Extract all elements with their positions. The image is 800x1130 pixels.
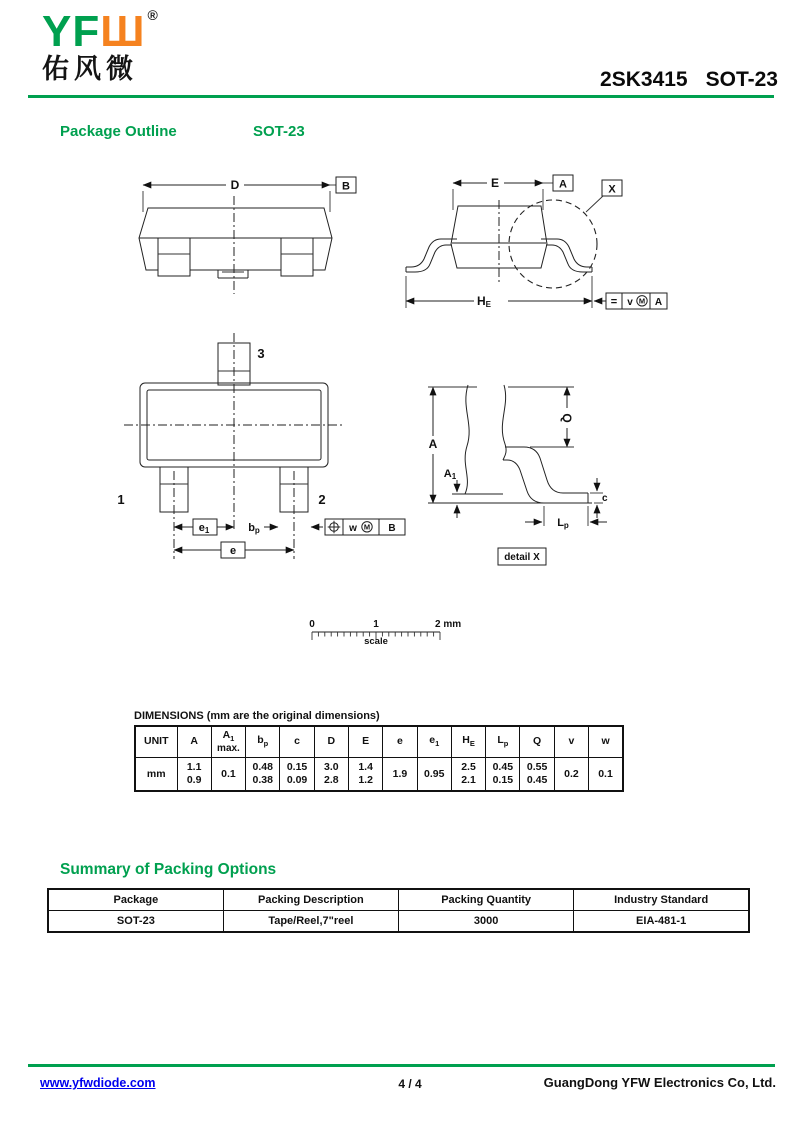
symmetry-symbol-icon: =: [610, 296, 618, 308]
detail-x-circle: [509, 200, 597, 288]
end-view: [406, 175, 667, 309]
package-outline-drawing: [0, 160, 800, 690]
svg-text:B: B: [388, 523, 396, 534]
scale-tick-1: 1: [373, 619, 379, 630]
logo-chinese-name: 佑风微: [42, 54, 138, 84]
svg-text:e1: e1: [198, 522, 210, 535]
packing-col-header: Industry Standard: [574, 889, 749, 911]
section-package-label: SOT-23: [253, 123, 305, 140]
packing-header-row: [48, 889, 749, 911]
pin-1-label: 1: [117, 492, 125, 507]
pin-3-label: 3: [257, 346, 265, 361]
dim-label-d: D: [230, 178, 240, 192]
dim-value-cell: 0.1: [589, 758, 623, 792]
dimensions-value-row: [135, 758, 623, 792]
svg-text:w: w: [349, 523, 357, 534]
svg-text:A: A: [654, 297, 663, 308]
packing-cell: SOT-23: [48, 911, 223, 933]
dim-label-lp: L: [557, 517, 564, 529]
dim-col-header: Q: [520, 726, 554, 758]
dim-value-cell: 0.15 0.09: [280, 758, 314, 792]
dim-col-header: A: [177, 726, 211, 758]
dim-label-a: A: [428, 437, 438, 451]
pin-2-label: 2: [318, 492, 326, 507]
scale-tick-2: 2 mm: [435, 619, 462, 630]
scale-bar: [309, 619, 461, 647]
detail-x-ref-label: X: [608, 183, 616, 196]
document-title: [600, 68, 778, 92]
dim-label-c: c: [602, 493, 608, 504]
packing-cell: EIA-481-1: [574, 911, 749, 933]
dim-value-cell: 1.9: [383, 758, 417, 792]
dim-value-cell: 1.1 0.9: [177, 758, 211, 792]
dim-col-header: $b_p$: [246, 726, 280, 758]
front-view: [139, 177, 356, 294]
part-number: 2SK3415: [600, 68, 688, 91]
dim-col-header: $H_E$: [451, 726, 485, 758]
dim-value-cell: 3.0 2.8: [314, 758, 348, 792]
svg-text:Lp: Lp: [557, 517, 569, 530]
packing-heading: Summary of Packing Options: [60, 861, 277, 878]
svg-text:M: M: [363, 522, 371, 532]
dim-label-a1: A: [443, 468, 452, 480]
dim-col-header: $e_1$: [417, 726, 451, 758]
top-view: [117, 333, 405, 559]
packing-col-header: Package: [48, 889, 223, 911]
tolerance-frame-he: [606, 293, 667, 309]
dim-label-e1: e: [198, 522, 205, 534]
dim-value-cell: 0.55 0.45: [520, 758, 554, 792]
svg-text:A1: A1: [443, 468, 457, 481]
packing-col-header: Packing Quantity: [399, 889, 574, 911]
svg-text:M: M: [638, 296, 646, 306]
dim-label-bp: b: [248, 522, 255, 534]
dim-label-e: E: [490, 176, 500, 190]
packing-row: [48, 911, 749, 933]
dim-col-header: E: [348, 726, 382, 758]
dim-col-header: $L_p$: [486, 726, 520, 758]
dim-col-header: e: [383, 726, 417, 758]
svg-text:bp: bp: [248, 522, 260, 535]
website-link[interactable]: www.yfwdiode.com: [40, 1076, 156, 1090]
dim-col-header: D: [314, 726, 348, 758]
logo-wordmark: [42, 8, 159, 54]
dim-col-header: c: [280, 726, 314, 758]
dim-value-cell: 1.4 1.2: [348, 758, 382, 792]
logo-w-glyph-icon: Ш: [100, 7, 146, 56]
package-type: SOT-23: [705, 68, 778, 91]
datum-b-label: B: [342, 180, 350, 193]
dim-value-cell: 0.2: [554, 758, 588, 792]
page-indicator: 4 / 4: [398, 1077, 422, 1091]
section-heading: Package Outline: [60, 123, 177, 140]
scale-caption: scale: [364, 636, 388, 647]
dim-value-cell: 2.5 2.1: [451, 758, 485, 792]
dim-value-cell: 0.45 0.15: [486, 758, 520, 792]
detail-x-caption: detail X: [504, 552, 540, 563]
scale-tick-0: 0: [309, 619, 315, 630]
detail-x-view: [428, 385, 608, 565]
dim-col-header: UNIT: [135, 726, 177, 758]
footer-rule: [28, 1064, 775, 1067]
logo-yf-text: YF: [42, 7, 101, 56]
dim-label-q: Q: [560, 413, 574, 423]
dim-label-e-pitch: e: [229, 545, 237, 557]
packing-table: [47, 888, 750, 933]
dim-col-header: v: [554, 726, 588, 758]
packing-cell: 3000: [399, 911, 574, 933]
header-logo: [42, 8, 159, 83]
dimensions-header-row: [135, 726, 623, 758]
header-rule: [28, 95, 774, 98]
packing-col-header: Packing Description: [223, 889, 398, 911]
company-name: GuangDong YFW Electronics Co, Ltd.: [543, 1075, 776, 1090]
packing-body: [48, 911, 749, 933]
dimensions-table: [134, 725, 624, 792]
dim-value-cell: 0.1: [211, 758, 245, 792]
packing-cell: Tape/Reel,7"reel: [223, 911, 398, 933]
dim-value-cell: mm: [135, 758, 177, 792]
datum-a-label: A: [559, 178, 567, 191]
dimensions-table-title: DIMENSIONS (mm are the original dimensions): [134, 710, 380, 722]
registered-trademark-icon: ®: [147, 7, 159, 23]
tolerance-frame-bp: [325, 519, 405, 535]
svg-text:v: v: [627, 297, 633, 308]
svg-text:HE: HE: [476, 294, 492, 309]
dim-value-cell: 0.48 0.38: [246, 758, 280, 792]
dim-col-header: $A_1$ max.: [211, 726, 245, 758]
dim-label-he: H: [476, 294, 486, 308]
dim-col-header: w: [589, 726, 623, 758]
dim-value-cell: 0.95: [417, 758, 451, 792]
